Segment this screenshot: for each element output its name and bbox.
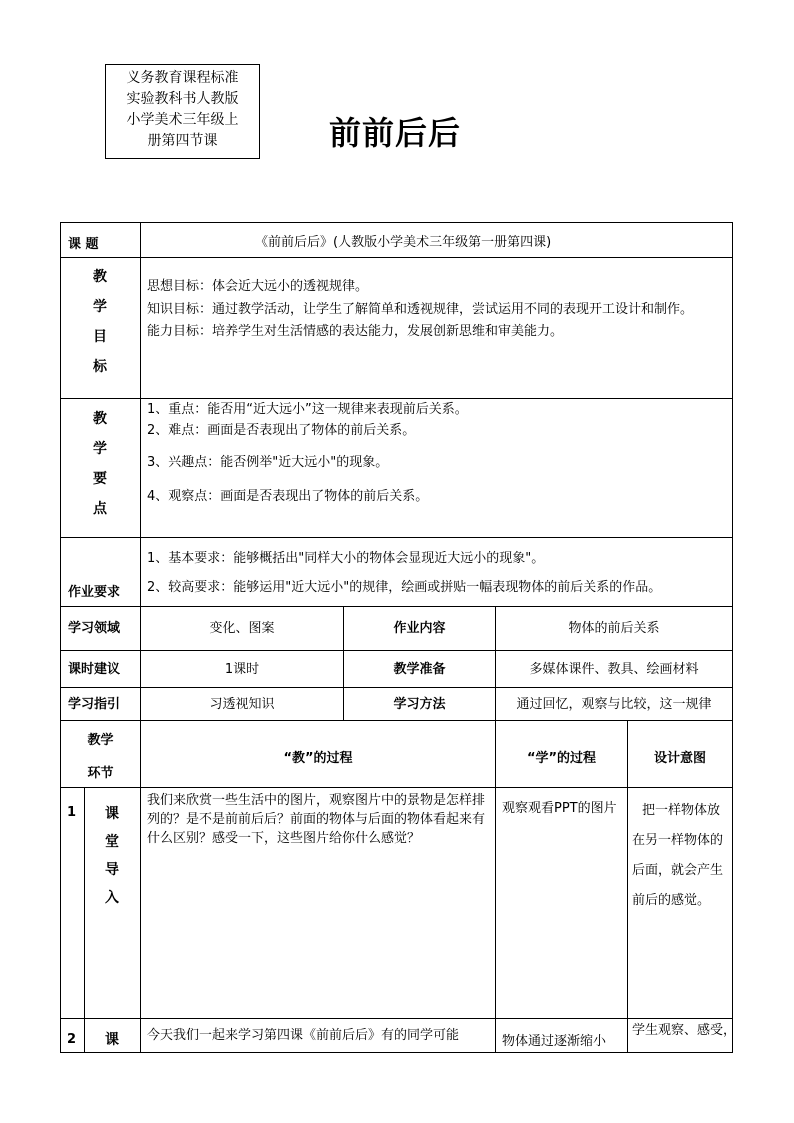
homework-label: 作业要求	[68, 585, 121, 600]
learn-header: “学”的过程	[526, 751, 597, 766]
step-learn: 观察观看PPT的图片	[502, 801, 617, 816]
step-name: 课	[105, 1032, 119, 1048]
goals-label: 教 学 目 标	[93, 269, 107, 375]
step-teach: 我们来欣赏一些生活中的图片，观察图片中的景物是怎样排列的？是不是前前后后？前面的物体与后面的物体看起来有什么区别？感受一下，这些图片给你什么感觉？	[147, 793, 486, 846]
info-key: 学习领域	[68, 621, 121, 636]
keypoint-1: 1、重点：能否用“近大远小”这一规律来表现前后关系。	[147, 402, 468, 417]
stage-header: 教学	[87, 733, 114, 748]
keypoint-2: 2、难点：画面是否表现出了物体的前后关系。	[147, 423, 416, 438]
intent-header: 设计意图	[653, 751, 706, 766]
course-info-line: 义务教育课程标准	[126, 70, 239, 86]
keypoint-4: 4、观察点：画面是否表现出了物体的前后关系。	[147, 489, 429, 504]
info-key: 教学准备	[393, 662, 446, 677]
info-key: 作业内容	[393, 621, 446, 636]
info-value: 多媒体课件、教具、绘画材料	[529, 662, 699, 677]
lesson-value: 《前前后后》(人教版小学美术三年级第一册第四课)	[255, 235, 552, 250]
step-teach: 今天我们一起来学习第四课《前前后后》有的同学可能	[147, 1028, 460, 1043]
info-value: 1课时	[224, 662, 260, 677]
stage-header: 环节	[87, 766, 114, 781]
keypoints-label: 教 学 要 点	[93, 411, 107, 517]
step-intent: 把一样物体放在另一样物体的后面，就会产生前后的感觉。	[632, 803, 724, 908]
goal-ability: 能力目标：培养学生对生活情感的表达能力，发展创新思维和审美能力。	[147, 324, 564, 339]
step-number: 1	[67, 805, 77, 820]
info-value: 通过回忆，观察与比较，这一规律	[516, 697, 712, 712]
info-key: 学习方法	[393, 697, 446, 712]
keypoint-3: 3、兴趣点：能否例举"近大远小"的现象。	[147, 455, 389, 470]
info-key: 学习指引	[68, 697, 121, 712]
step-learn: 物体通过逐渐缩小	[502, 1034, 607, 1049]
step-name: 课 堂 导 入	[105, 806, 119, 906]
step-intent: 学生观察、感受，	[632, 1023, 737, 1038]
page-title: 前前后后	[328, 114, 461, 152]
teach-header: “教”的过程	[283, 751, 353, 766]
course-info-box	[105, 64, 260, 159]
info-key: 课时建议	[68, 662, 121, 677]
course-info-line: 小学美术三年级上	[126, 112, 239, 128]
course-info-line: 册第四节课	[147, 133, 218, 149]
step-number: 2	[67, 1032, 77, 1047]
lesson-label: 课 题	[68, 237, 99, 252]
homework-basic: 1、基本要求：能够概括出"同样大小的物体会显现近大远小的现象"。	[147, 551, 545, 566]
course-info-line: 实验教科书人教版	[126, 91, 239, 107]
homework-advanced: 2、较高要求：能够运用"近大远小"的规律，绘画或拼贴一幅表现物体的前后关系的作品。	[147, 580, 662, 595]
info-value: 习透视知识	[209, 697, 275, 712]
info-value: 变化、图案	[209, 621, 275, 636]
goal-knowledge: 知识目标：通过教学活动，让学生了解简单和透视规律，尝试运用不同的表现开工设计和制作。	[147, 302, 694, 317]
info-value: 物体的前后关系	[568, 621, 660, 636]
goal-thought: 思想目标：体会近大远小的透视规律。	[147, 279, 369, 294]
